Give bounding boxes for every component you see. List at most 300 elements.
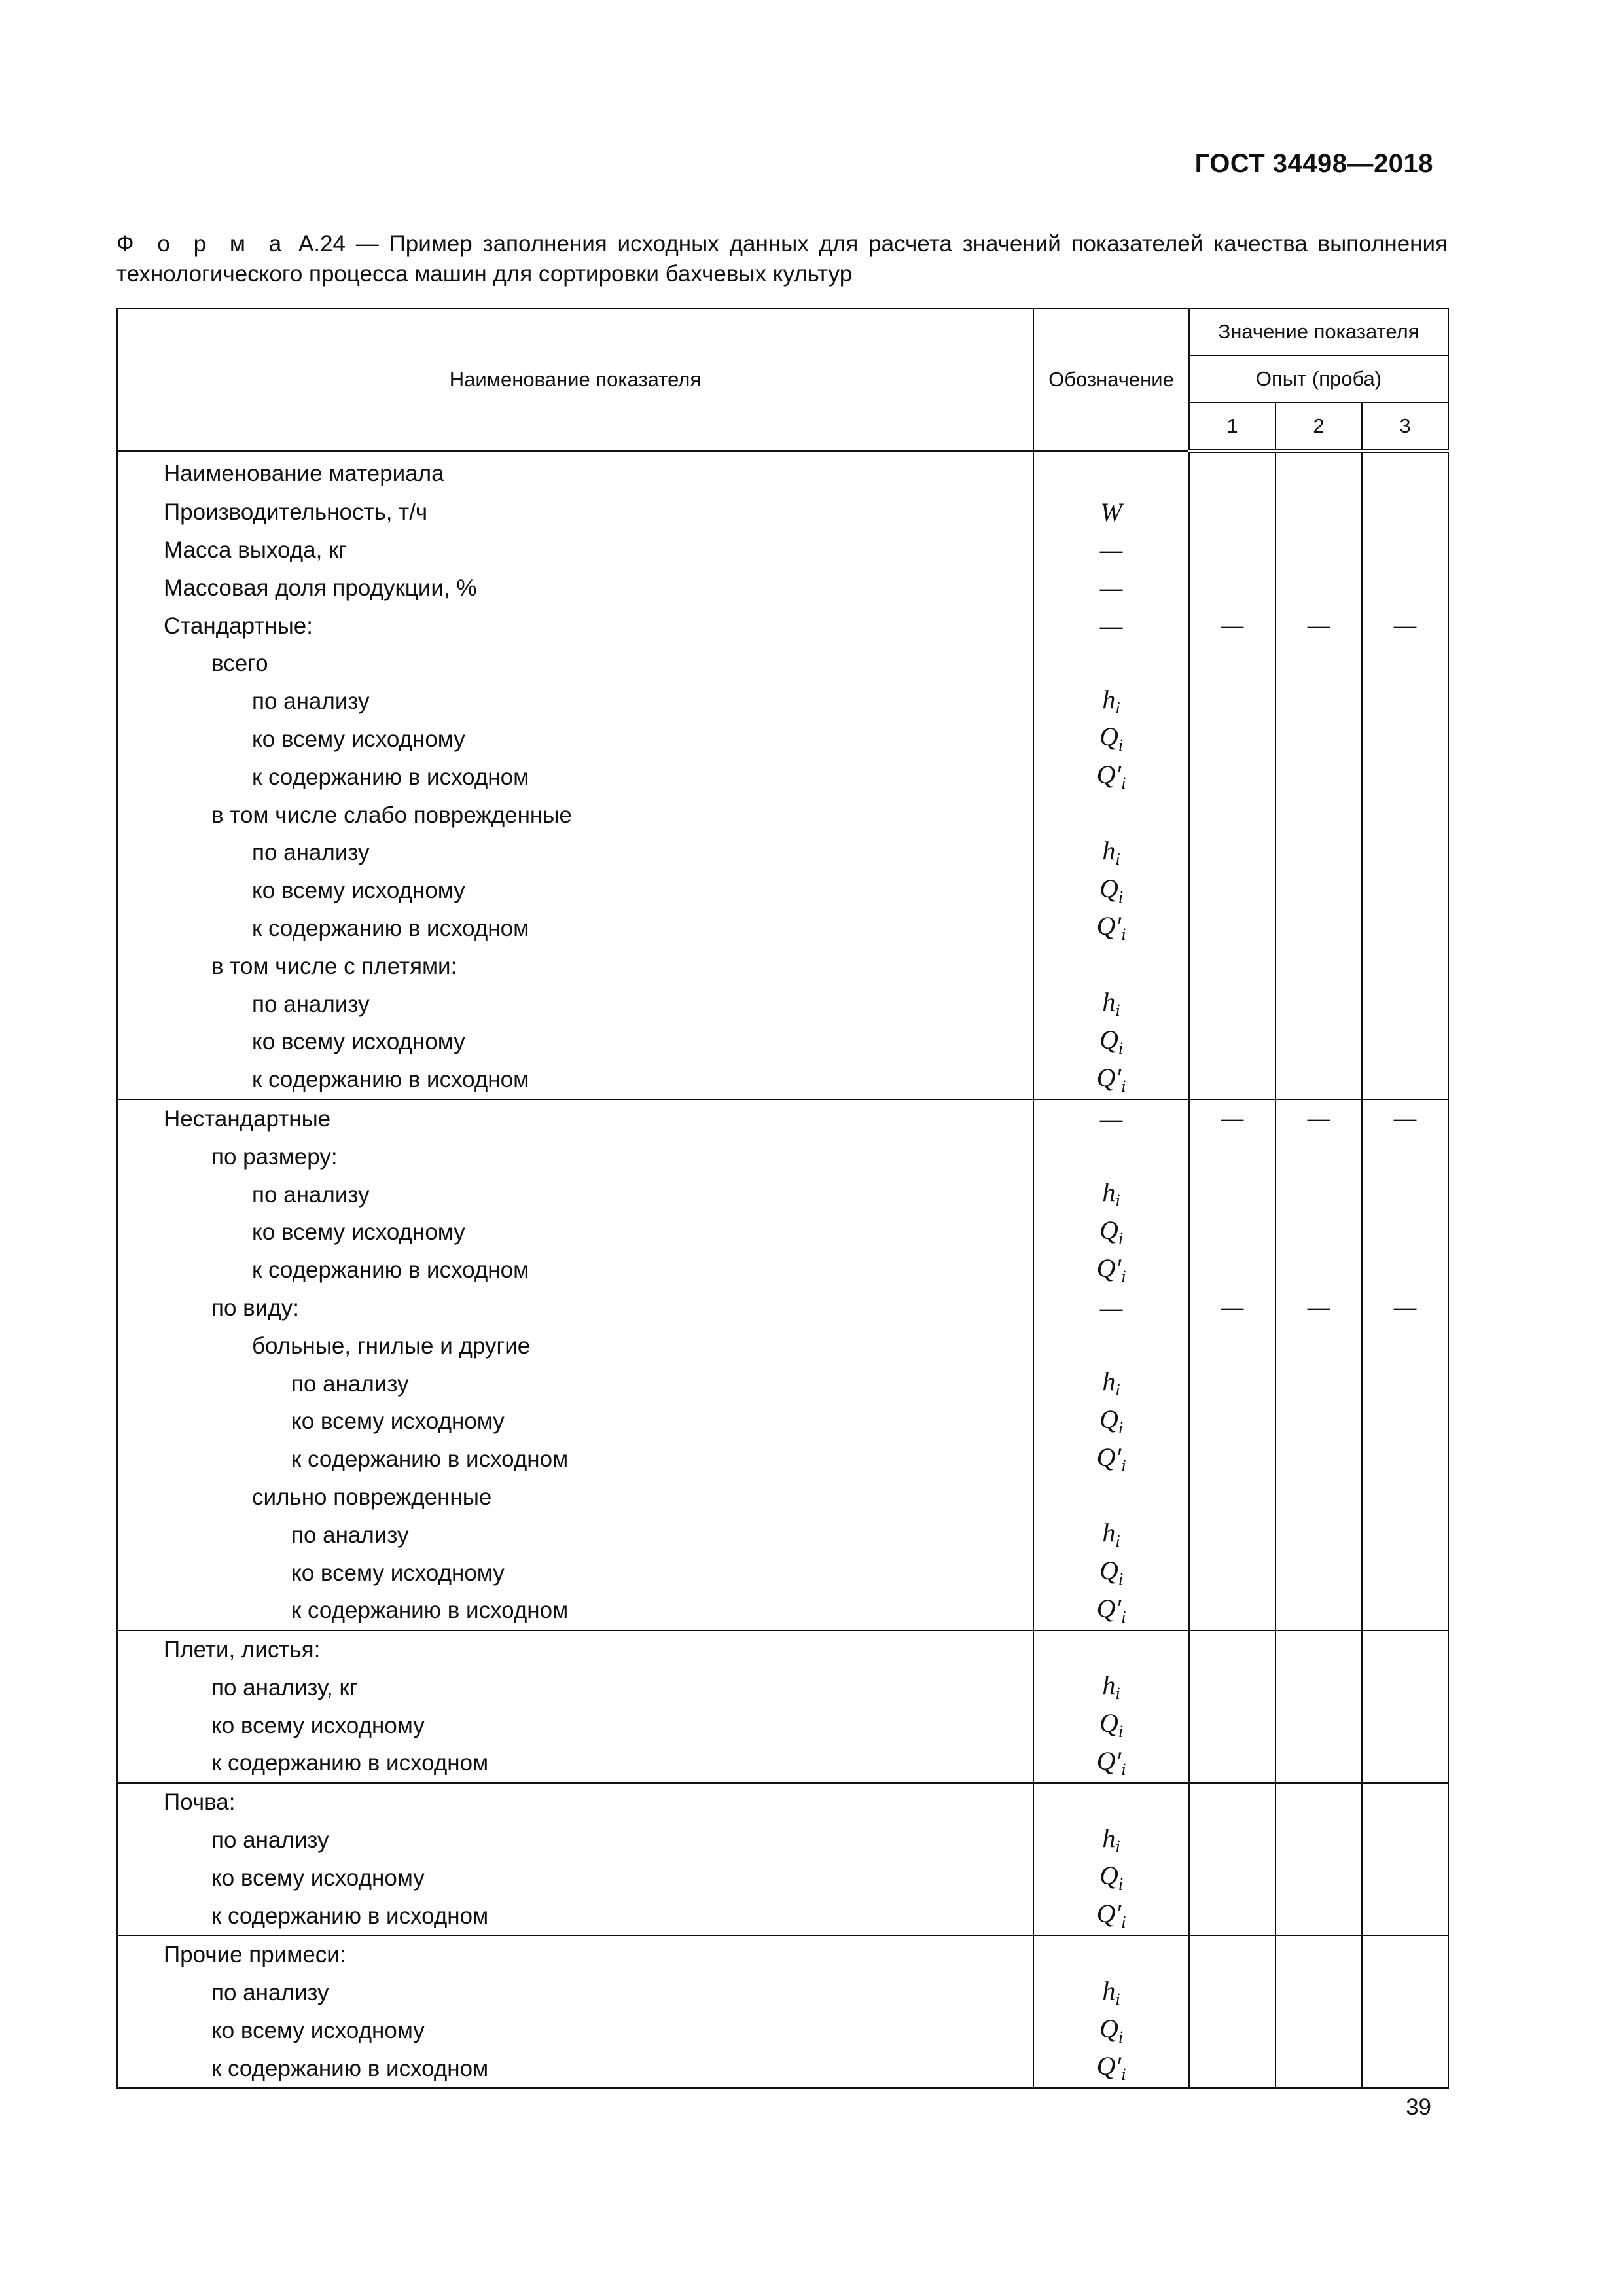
trial-value-3 (1362, 1516, 1448, 1554)
trial-value-3 (1362, 1251, 1448, 1289)
symbol-letter: h (1102, 1518, 1116, 1548)
document-id: ГОСТ 34498—2018 (1194, 149, 1433, 178)
trial-value-2 (1275, 1859, 1362, 1897)
symbol-dash: — (1099, 576, 1123, 602)
table-row (117, 1706, 1448, 1744)
trial-value-1 (1189, 2049, 1275, 2088)
trial-value-1 (1189, 834, 1275, 872)
indicator-symbol (1033, 1859, 1189, 1897)
table-row (117, 1365, 1448, 1403)
trial-value-3 (1362, 2012, 1448, 2050)
indicator-name: к содержанию в исходном (117, 1061, 1033, 1100)
indicator-symbol (1033, 1821, 1189, 1859)
trial-value-3: — (1362, 1289, 1448, 1327)
trial-value-3 (1362, 1023, 1448, 1061)
symbol-subscript: i (1118, 1229, 1124, 1248)
indicator-name: к содержанию в исходном (117, 2049, 1033, 2088)
symbol-subscript: i (1121, 1456, 1126, 1475)
symbol-letter: Q′ (1096, 1746, 1122, 1776)
trial-value-3 (1362, 834, 1448, 872)
trial-value-2 (1275, 1706, 1362, 1744)
indicator-name: по анализу (117, 1365, 1033, 1403)
table-row (117, 493, 1448, 531)
indicator-name: ко всему исходному (117, 721, 1033, 759)
table-row (117, 1175, 1448, 1213)
trial-value-1 (1189, 1897, 1275, 1935)
indicator-name: к содержанию в исходном (117, 1251, 1033, 1289)
symbol-letter: Q (1099, 1861, 1118, 1891)
symbol-subscript: i (1121, 2065, 1126, 2085)
trial-value-3 (1362, 1403, 1448, 1441)
trial-value-2 (1275, 1479, 1362, 1516)
trial-value-2 (1275, 834, 1362, 872)
symbol-subscript: i (1118, 2027, 1124, 2047)
indicator-name: по анализу, кг (117, 1669, 1033, 1707)
caption-text: А.24 — Пример заполнения исходных данных для расчета значений показателей качества выполнения технологического процесса машин для сортировки бахчевых культур (116, 231, 1448, 287)
table-row (117, 451, 1448, 493)
indicator-name: по анализу (117, 683, 1033, 721)
table-row (117, 645, 1448, 683)
trial-value-3 (1362, 1897, 1448, 1935)
table-row (117, 910, 1448, 948)
symbol-subscript: i (1118, 1722, 1124, 1742)
trial-value-1 (1189, 645, 1275, 683)
trial-value-3 (1362, 493, 1448, 531)
table-row (117, 1554, 1448, 1592)
trial-value-2 (1275, 1974, 1362, 2012)
symbol-subscript: i (1115, 698, 1120, 717)
indicator-symbol (1033, 796, 1189, 834)
symbol-subscript: i (1115, 1532, 1120, 1551)
header-trial-3: 3 (1362, 403, 1448, 451)
trial-value-3 (1362, 1061, 1448, 1100)
trial-value-1 (1189, 1023, 1275, 1061)
indicator-symbol (1033, 834, 1189, 872)
symbol-letter: Q (1099, 873, 1118, 903)
indicator-name: Производительность, т/ч (117, 493, 1033, 531)
indicator-name: сильно поврежденные (117, 1479, 1033, 1516)
table-row (117, 1516, 1448, 1554)
trial-value-2 (1275, 2049, 1362, 2088)
trial-value-3 (1362, 985, 1448, 1023)
symbol-letter: h (1102, 835, 1116, 865)
trial-value-1 (1189, 569, 1275, 607)
symbol-subscript: i (1115, 849, 1120, 869)
trial-value-2 (1275, 1213, 1362, 1251)
indicator-name: ко всему исходному (117, 1554, 1033, 1592)
symbol-subscript: i (1115, 1191, 1120, 1211)
table-row (117, 1441, 1448, 1479)
trial-value-2 (1275, 451, 1362, 493)
indicator-name: к содержанию в исходном (117, 1441, 1033, 1479)
table-row (117, 1821, 1448, 1859)
symbol-letter: Q (1099, 1404, 1118, 1434)
symbol-letter: h (1102, 987, 1116, 1017)
symbol-subscript: i (1115, 1989, 1120, 2009)
symbol-subscript: i (1115, 1001, 1120, 1020)
trial-value-1 (1189, 1061, 1275, 1100)
symbol-dash: — (1099, 1296, 1123, 1322)
indicator-symbol (1033, 985, 1189, 1023)
trial-value-3 (1362, 1783, 1448, 1821)
trial-value-1 (1189, 1138, 1275, 1175)
indicator-symbol (1033, 1554, 1189, 1592)
indicator-symbol (1033, 758, 1189, 796)
indicator-symbol (1033, 1744, 1189, 1783)
symbol-letter: Q′ (1096, 1593, 1122, 1623)
table-row (117, 2049, 1448, 2088)
table-row (117, 947, 1448, 985)
trial-value-3 (1362, 947, 1448, 985)
trial-value-2 (1275, 758, 1362, 796)
trial-value-1 (1189, 1821, 1275, 1859)
table-row (117, 758, 1448, 796)
table-row (117, 1592, 1448, 1630)
table-row (117, 1744, 1448, 1783)
trial-value-3 (1362, 1327, 1448, 1365)
indicator-name: ко всему исходному (117, 2012, 1033, 2050)
indicator-name: по анализу (117, 1175, 1033, 1213)
table-row (117, 1403, 1448, 1441)
symbol-letter: Q (1099, 1556, 1118, 1585)
indicator-symbol (1033, 1327, 1189, 1365)
trial-value-3 (1362, 721, 1448, 759)
indicator-symbol (1033, 910, 1189, 948)
symbol-subscript: i (1118, 1874, 1124, 1894)
table-row (117, 607, 1448, 645)
trial-value-3 (1362, 1669, 1448, 1707)
trial-value-2 (1275, 569, 1362, 607)
trial-value-1 (1189, 796, 1275, 834)
trial-value-1 (1189, 1251, 1275, 1289)
trial-value-1 (1189, 1859, 1275, 1897)
symbol-letter: Q (1099, 722, 1118, 752)
header-trial: Опыт (проба) (1189, 355, 1448, 403)
trial-value-2 (1275, 1023, 1362, 1061)
indicator-symbol (1033, 683, 1189, 721)
trial-value-1 (1189, 1365, 1275, 1403)
indicator-name: к содержанию в исходном (117, 1897, 1033, 1935)
indicator-name: в том числе с плетями: (117, 947, 1033, 985)
symbol-letter: Q′ (1096, 1899, 1122, 1929)
trial-value-3 (1362, 796, 1448, 834)
trial-value-1 (1189, 1479, 1275, 1516)
symbol-letter: h (1102, 684, 1116, 714)
indicator-symbol (1033, 451, 1189, 493)
table-row (117, 1100, 1448, 1138)
trial-value-2 (1275, 985, 1362, 1023)
symbol-letter: Q′ (1096, 1062, 1122, 1092)
table-row (117, 1061, 1448, 1100)
trial-value-1 (1189, 1744, 1275, 1783)
table-row (117, 834, 1448, 872)
trial-value-1 (1189, 1213, 1275, 1251)
indicator-name: в том числе слабо поврежденные (117, 796, 1033, 834)
trial-value-3 (1362, 1365, 1448, 1403)
indicator-symbol (1033, 947, 1189, 985)
indicator-symbol (1033, 1669, 1189, 1707)
symbol-letter: W (1100, 497, 1122, 527)
symbol-subscript: i (1121, 1076, 1126, 1096)
trial-value-2: — (1275, 1100, 1362, 1138)
indicator-name: Масса выхода, кг (117, 531, 1033, 569)
trial-value-2 (1275, 1516, 1362, 1554)
table-row (117, 569, 1448, 607)
trial-value-2 (1275, 1630, 1362, 1669)
trial-value-1 (1189, 1669, 1275, 1707)
indicator-symbol (1033, 872, 1189, 910)
symbol-letter: Q′ (1096, 911, 1122, 941)
indicator-symbol (1033, 1289, 1189, 1327)
table-row (117, 683, 1448, 721)
header-indicator-value: Значение показателя (1189, 308, 1448, 355)
table-row (117, 796, 1448, 834)
table-row (117, 1935, 1448, 1974)
indicator-name: ко всему исходному (117, 1023, 1033, 1061)
table-row (117, 1327, 1448, 1365)
indicator-name: по анализу (117, 1821, 1033, 1859)
indicator-symbol (1033, 493, 1189, 531)
indicator-symbol (1033, 1592, 1189, 1630)
trial-value-3 (1362, 1935, 1448, 1974)
trial-value-2 (1275, 910, 1362, 948)
indicator-name: к содержанию в исходном (117, 910, 1033, 948)
trial-value-2 (1275, 796, 1362, 834)
symbol-letter: Q′ (1096, 760, 1122, 790)
trial-value-1: — (1189, 1289, 1275, 1327)
indicator-symbol (1033, 1403, 1189, 1441)
table-row (117, 2012, 1448, 2050)
indicator-symbol (1033, 1706, 1189, 1744)
trial-value-2 (1275, 683, 1362, 721)
symbol-letter: h (1102, 1177, 1116, 1208)
indicator-form-table (116, 308, 1449, 2089)
symbol-dash: — (1099, 614, 1123, 640)
table-row (117, 1479, 1448, 1516)
symbol-subscript: i (1121, 1759, 1126, 1779)
page-number: 39 (1406, 2094, 1431, 2120)
trial-value-2 (1275, 493, 1362, 531)
indicator-symbol (1033, 1516, 1189, 1554)
indicator-name: ко всему исходному (117, 1706, 1033, 1744)
trial-value-1 (1189, 1175, 1275, 1213)
indicator-name: к содержанию в исходном (117, 758, 1033, 796)
symbol-letter: Q (1099, 1708, 1118, 1738)
indicator-name: ко всему исходному (117, 1859, 1033, 1897)
table-row (117, 985, 1448, 1023)
trial-value-3 (1362, 1213, 1448, 1251)
trial-value-1 (1189, 910, 1275, 948)
indicator-name: ко всему исходному (117, 1213, 1033, 1251)
trial-value-3 (1362, 1479, 1448, 1516)
symbol-letter: Q′ (1096, 1442, 1122, 1472)
symbol-subscript: i (1121, 1912, 1126, 1932)
trial-value-2 (1275, 1061, 1362, 1100)
symbol-subscript: i (1115, 1684, 1120, 1704)
symbol-letter: Q′ (1096, 1253, 1122, 1283)
symbol-subscript: i (1121, 1266, 1126, 1286)
trial-value-2 (1275, 947, 1362, 985)
trial-value-1 (1189, 1592, 1275, 1630)
indicator-name: по анализу (117, 1516, 1033, 1554)
indicator-symbol (1033, 2012, 1189, 2050)
table-row (117, 1669, 1448, 1707)
trial-value-2 (1275, 1403, 1362, 1441)
trial-value-1 (1189, 872, 1275, 910)
indicator-symbol (1033, 1974, 1189, 2012)
symbol-subscript: i (1115, 1380, 1120, 1400)
indicator-name: Прочие примеси: (117, 1935, 1033, 1974)
indicator-symbol (1033, 2049, 1189, 2088)
trial-value-3 (1362, 645, 1448, 683)
trial-value-2 (1275, 1897, 1362, 1935)
indicator-symbol (1033, 1138, 1189, 1175)
table-row (117, 872, 1448, 910)
indicator-symbol (1033, 1175, 1189, 1213)
trial-value-2 (1275, 872, 1362, 910)
trial-value-2 (1275, 1783, 1362, 1821)
trial-value-3 (1362, 1554, 1448, 1592)
symbol-subscript: i (1118, 1570, 1124, 1588)
indicator-name: Плети, листья: (117, 1630, 1033, 1669)
trial-value-2 (1275, 721, 1362, 759)
trial-value-2 (1275, 1592, 1362, 1630)
trial-value-3 (1362, 1630, 1448, 1669)
symbol-dash: — (1099, 538, 1123, 564)
indicator-name: ко всему исходному (117, 872, 1033, 910)
indicator-symbol (1033, 1100, 1189, 1138)
trial-value-2: — (1275, 607, 1362, 645)
trial-value-2 (1275, 2012, 1362, 2050)
table-row (117, 1023, 1448, 1061)
trial-value-2 (1275, 1441, 1362, 1479)
trial-value-3 (1362, 1859, 1448, 1897)
trial-value-1 (1189, 451, 1275, 493)
symbol-subscript: i (1115, 1837, 1120, 1856)
trial-value-2 (1275, 531, 1362, 569)
trial-value-3 (1362, 1175, 1448, 1213)
indicator-name: к содержанию в исходном (117, 1744, 1033, 1783)
trial-value-3 (1362, 451, 1448, 493)
indicator-name: Почва: (117, 1783, 1033, 1821)
table-row (117, 531, 1448, 569)
trial-value-2 (1275, 1554, 1362, 1592)
table-row (117, 1289, 1448, 1327)
trial-value-1: — (1189, 1100, 1275, 1138)
trial-value-3 (1362, 683, 1448, 721)
symbol-dash: — (1099, 1107, 1123, 1133)
indicator-symbol (1033, 1023, 1189, 1061)
trial-value-1 (1189, 683, 1275, 721)
indicator-name: Наименование материала (117, 451, 1033, 493)
trial-value-3 (1362, 758, 1448, 796)
trial-value-2 (1275, 1669, 1362, 1707)
indicator-name: ко всему исходному (117, 1403, 1033, 1441)
symbol-letter: Q′ (1096, 2051, 1122, 2081)
trial-value-3 (1362, 2049, 1448, 2088)
trial-value-2 (1275, 645, 1362, 683)
header-trial-2: 2 (1275, 403, 1362, 451)
header-symbol: Обозначение (1033, 308, 1189, 451)
trial-value-3 (1362, 1974, 1448, 2012)
indicator-symbol (1033, 721, 1189, 759)
table-row (117, 721, 1448, 759)
trial-value-1 (1189, 2012, 1275, 2050)
indicator-symbol (1033, 569, 1189, 607)
trial-value-1 (1189, 1630, 1275, 1669)
table-body (117, 451, 1448, 2088)
table-row (117, 1251, 1448, 1289)
table-row (117, 1138, 1448, 1175)
trial-value-2 (1275, 1327, 1362, 1365)
symbol-letter: Q (1099, 2013, 1118, 2043)
trial-value-1 (1189, 1974, 1275, 2012)
symbol-subscript: i (1118, 736, 1124, 755)
trial-value-1 (1189, 758, 1275, 796)
trial-value-3 (1362, 1441, 1448, 1479)
form-caption (116, 229, 1448, 289)
trial-value-2 (1275, 1744, 1362, 1783)
table-row (117, 1897, 1448, 1935)
trial-value-1 (1189, 1441, 1275, 1479)
trial-value-1 (1189, 1935, 1275, 1974)
header-trial-1: 1 (1189, 403, 1275, 451)
indicator-name: Стандартные: (117, 607, 1033, 645)
trial-value-1 (1189, 1403, 1275, 1441)
indicator-symbol (1033, 1441, 1189, 1479)
trial-value-3 (1362, 531, 1448, 569)
indicator-name: по размеру: (117, 1138, 1033, 1175)
symbol-letter: h (1102, 1670, 1116, 1700)
indicator-symbol (1033, 1365, 1189, 1403)
trial-value-2 (1275, 1935, 1362, 1974)
indicator-symbol (1033, 1783, 1189, 1821)
trial-value-3 (1362, 1744, 1448, 1783)
caption-label: Ф о р м а (116, 231, 289, 257)
indicator-symbol (1033, 1251, 1189, 1289)
symbol-letter: h (1102, 1975, 1116, 2005)
trial-value-1 (1189, 1327, 1275, 1365)
symbol-letter: h (1102, 1367, 1116, 1397)
trial-value-3 (1362, 872, 1448, 910)
indicator-name: по виду: (117, 1289, 1033, 1327)
indicator-symbol (1033, 1630, 1189, 1669)
symbol-subscript: i (1118, 1038, 1124, 1058)
indicator-name: Нестандартные (117, 1100, 1033, 1138)
trial-value-2: — (1275, 1289, 1362, 1327)
symbol-letter: Q (1099, 1024, 1118, 1054)
indicator-name: больные, гнилые и другие (117, 1327, 1033, 1365)
indicator-name: Массовая доля продукции, % (117, 569, 1033, 607)
indicator-name: всего (117, 645, 1033, 683)
trial-value-2 (1275, 1365, 1362, 1403)
indicator-symbol (1033, 1479, 1189, 1516)
symbol-letter: h (1102, 1823, 1116, 1853)
indicator-symbol (1033, 1213, 1189, 1251)
trial-value-2 (1275, 1821, 1362, 1859)
trial-value-3 (1362, 910, 1448, 948)
trial-value-2 (1275, 1138, 1362, 1175)
indicator-symbol (1033, 531, 1189, 569)
indicator-symbol (1033, 1935, 1189, 1974)
trial-value-2 (1275, 1251, 1362, 1289)
trial-value-1 (1189, 721, 1275, 759)
trial-value-1: — (1189, 607, 1275, 645)
trial-value-3: — (1362, 1100, 1448, 1138)
symbol-subscript: i (1118, 887, 1124, 906)
symbol-subscript: i (1118, 1418, 1124, 1437)
trial-value-1 (1189, 985, 1275, 1023)
